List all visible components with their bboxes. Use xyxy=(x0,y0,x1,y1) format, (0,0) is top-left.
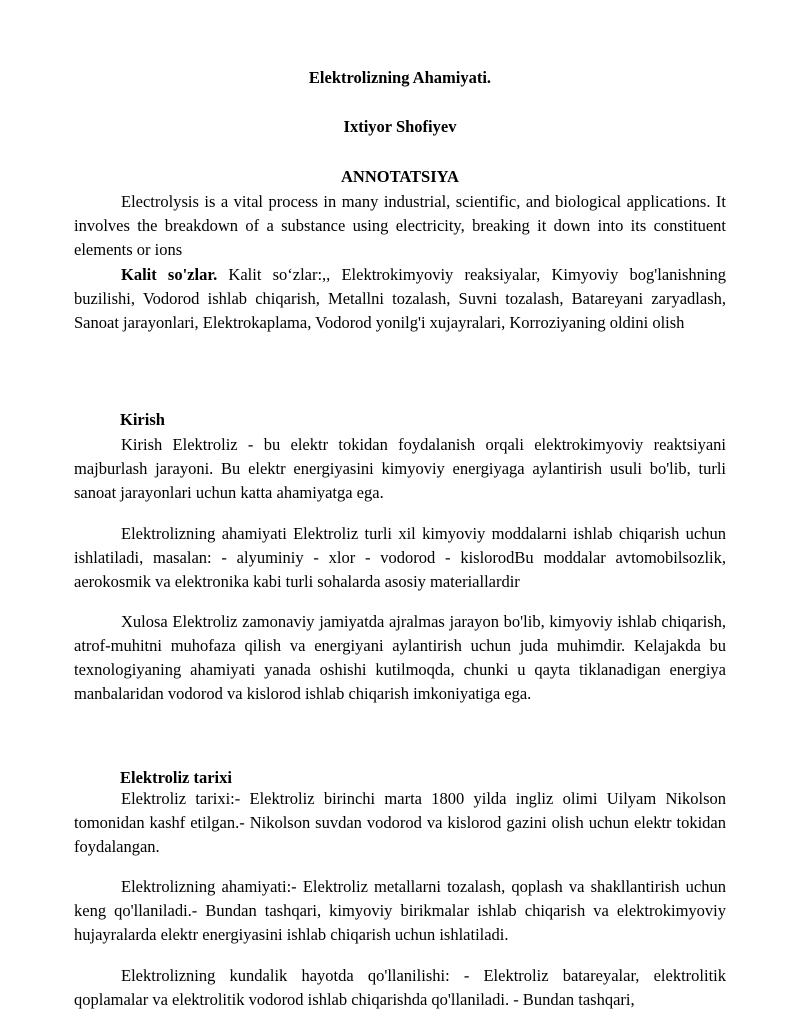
section-heading-kirish: Kirish xyxy=(120,410,165,429)
section-heading-tarixi: Elektroliz tarixi xyxy=(120,768,232,787)
keywords-label: Kalit so'zlar. xyxy=(121,265,218,284)
abstract-paragraph: Electrolysis is a vital process in many industrial, scientific, and biological applications. It involves the breakdown of a substance using electricity, breaking it down into its constituent elements or ions xyxy=(74,192,726,259)
document-author: Ixtiyor Shofiyev xyxy=(343,117,457,136)
annotation-heading: ANNOTATSIYA xyxy=(341,167,459,186)
paragraph-xulosa: Xulosa Elektroliz zamonaviy jamiyatda ajralmas jarayon bo'lib, kimyoviy ishlab chiqarish, atrof-muhitni muhofaza qilish va energiyani aylantirish uchun juda muhimdir. Kelajakda bu texnologiyaning ahamiyati yanada oshishi kutilmoqda, chunki u qayta tiklanadigan energiya manbalaridan vodorod va kislorod ishlab chiqarish imkoniyatiga ega. xyxy=(74,612,726,703)
paragraph-kirish: Kirish Elektroliz - bu elektr tokidan foydalanish orqali elektrokimyoviy reaktsiyani majburlash jarayoni. Bu elektr energiyasini kimyoviy energiyaga aylantirish usuli bo'lib, turli sanoat jarayonlari uchun katta ahamiyatga ega. xyxy=(74,435,726,502)
paragraph-kundalik: Elektrolizning kundalik hayotda qo'llanilishi: - Elektroliz batareyalar, elektrolitik qoplamalar va elektrolitik vodorod ishlab chiqarishda qo'llaniladi. - Bundan tashqari, xyxy=(74,966,726,1009)
paragraph-ahamiyati: Elektrolizning ahamiyati Elektroliz turli xil kimyoviy moddalarni ishlab chiqarish uchun ishlatiladi, masalan: - alyuminiy - xlor - vodorod - kislorodBu moddalar avtomobilsozlik, aerokosmik va elektronika kabi turli sohalarda asosiy materiallardir xyxy=(74,524,726,591)
keywords-text: Kalit so‘zlar:,, Elektrokimyoviy reaksiyalar, Kimyoviy bog'lanishning buzilishi, Vodorod ishlab chiqarish, Metallni tozalash, Suvni tozalash, Batareyani zaryadlash, Sanoat jarayonlari, Elektrokaplama, Vodorod yonilg'i xujayralari, Korroziyaning oldini olish xyxy=(74,265,726,332)
paragraph-tarixi: Elektroliz tarixi:- Elektroliz birinchi marta 1800 yilda ingliz olimi Uilyam Nikolson tomonidan kashf etilgan.- Nikolson suvdan vodorod va kislorod gazini olish uchun elektr tokidan foydalangan. xyxy=(74,789,726,856)
paragraph-ahamiyati-2: Elektrolizning ahamiyati:- Elektroliz metallarni tozalash, qoplash va shakllantirish uchun keng qo'llaniladi.- Bundan tashqari, kimyoviy birikmalar ishlab chiqarish va elektrokimyoviy hujayralarda elektr energiyasini ishlab chiqarish uchun ishlatiladi. xyxy=(74,877,726,944)
document-title: Elektrolizning Ahamiyati. xyxy=(308,68,492,87)
keywords-paragraph xyxy=(74,263,726,335)
